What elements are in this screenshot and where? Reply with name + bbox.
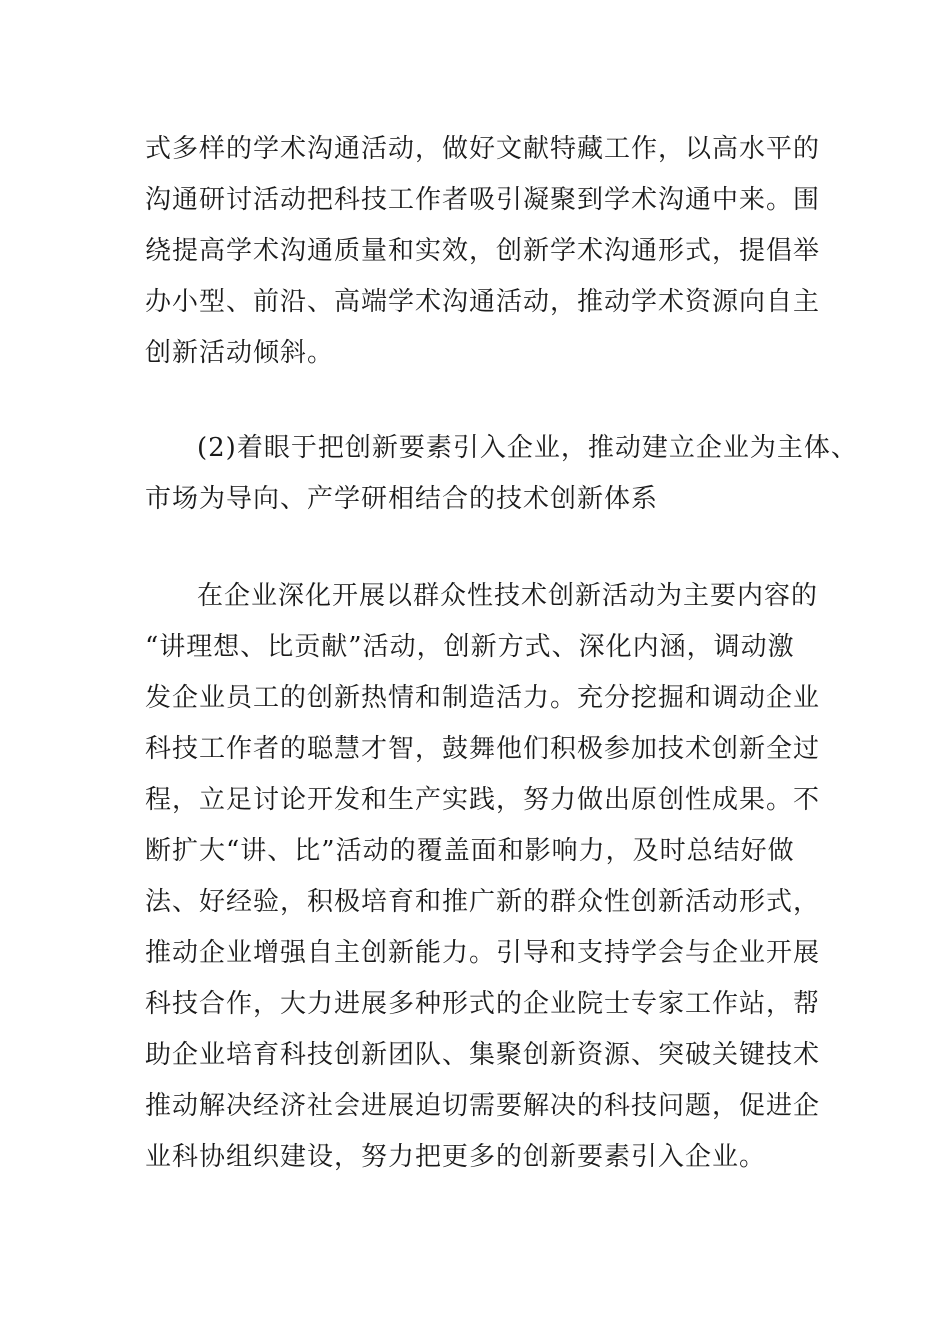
paragraph-continued bbox=[145, 124, 845, 379]
text-line: 推动企业增强自主创新能力。引导和支持学会与企业开展 bbox=[145, 938, 821, 968]
text-line: 程，立足讨论开发和生产实践，努力做出原创性成果。不 bbox=[145, 785, 821, 815]
text-line: 断扩大“讲、比”活动的覆盖面和影响力，及时总结好做 bbox=[145, 836, 795, 866]
text-line: “讲理想、比贡献”活动，创新方式、深化内涵，调动激 bbox=[145, 632, 795, 662]
text-line: 业科协组织建设，努力把更多的创新要素引入企业。 bbox=[145, 1142, 767, 1172]
text-line: 办小型、前沿、高端学术沟通活动，推动学术资源向自主 bbox=[145, 287, 821, 317]
text-line: 科技合作，大力进展多种形式的企业院士专家工作站，帮 bbox=[145, 989, 821, 1019]
heading-line: (2)着眼于把创新要素引入企业，推动建立企业为主体、 bbox=[197, 433, 858, 463]
text-line: 在企业深化开展以群众性技术创新活动为主要内容的 bbox=[197, 581, 819, 611]
text-line: 绕提高学术沟通质量和实效，创新学术沟通形式，提倡举 bbox=[145, 236, 821, 266]
text-line: 助企业培育科技创新团队、集聚创新资源、突破关键技术 bbox=[145, 1040, 821, 1070]
text-line: 科技工作者的聪慧才智，鼓舞他们积极参加技术创新全过 bbox=[145, 734, 821, 764]
text-line: 式多样的学术沟通活动，做好文献特藏工作，以高水平的 bbox=[145, 134, 821, 164]
section-heading bbox=[145, 423, 858, 525]
text-line: 发企业员工的创新热情和制造活力。充分挖掘和调动企业 bbox=[145, 683, 821, 713]
paragraph-body bbox=[145, 571, 845, 1183]
text-line: 法、好经验，积极培育和推广新的群众性创新活动形式， bbox=[145, 887, 821, 917]
text-line: 创新活动倾斜。 bbox=[145, 338, 335, 368]
heading-line: 市场为导向、产学研相结合的技术创新体系 bbox=[145, 484, 659, 514]
text-line: 沟通研讨活动把科技工作者吸引凝聚到学术沟通中来。围 bbox=[145, 185, 821, 215]
text-line: 推动解决经济社会进展迫切需要解决的科技问题，促进企 bbox=[145, 1091, 821, 1121]
